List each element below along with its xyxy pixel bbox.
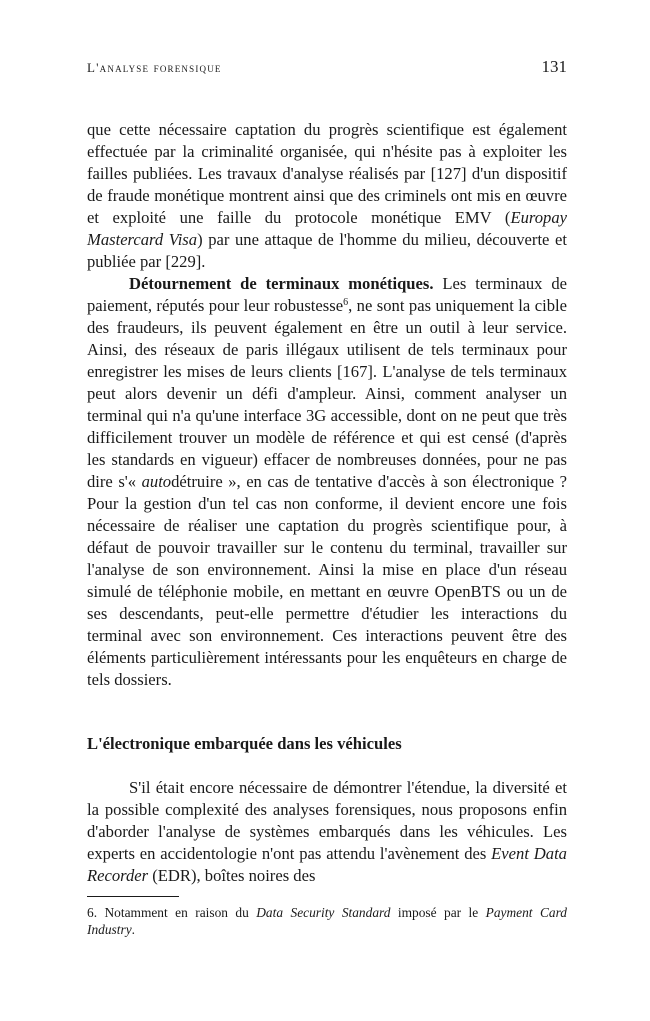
footnote-text-a: Notamment en raison du <box>97 905 257 920</box>
footnote-italic-b: Payment Card Industry <box>87 905 567 937</box>
paragraph-3-italic: Event Data Recorder <box>87 844 567 885</box>
paragraph-2-italic: auto <box>141 472 172 491</box>
paragraph-1-text-a: que cette nécessaire captation du progrès scientifique est également effectuée par la criminalité organisée, qui n'hésite pas à exploiter les failles publiées. Les travaux d'analyse réalisés par [127] d'un dispositif de fraude monétique montrent ainsi que des criminels ont mis en œuvre et exploité une faille du protocole monétique EMV ( <box>87 120 567 227</box>
footnote-rule <box>87 896 179 897</box>
paragraph-3-text-a: S'il était encore nécessaire de démontrer l'étendue, la diversité et la possible complexité des analyses forensiques, nous proposons enfin d'aborder l'analyse de systèmes embarqués dans les véhicules. Les experts en accidentologie n'ont pas attendu l'avènement des <box>87 778 567 863</box>
footnote <box>87 904 567 938</box>
paragraph-3 <box>87 777 567 887</box>
paragraph-3-text-b: (EDR), boîtes noires des <box>148 866 316 885</box>
paragraph-2-text-a: Les terminaux de paiement, réputés pour leur robustesse <box>87 274 568 315</box>
footnote-reference[interactable]: 6 <box>343 297 349 308</box>
paragraph-2-text-c: détruire », en cas de tentative d'accès à son électronique ? Pour la gestion d'un tel cas non conforme, il devient encore une fois nécessaire de réaliser une captation du progrès scientifique pour, à défaut de pouvoir travailler sur le contenu du terminal, travailler sur l'analyse de son environnement. Ainsi la mise en place d'un réseau simulé de téléphonie mobile, en mettant en œuvre OpenBTS ou un de ses descendants, peut-elle permettre d'étudier les interactions du terminal avec son environnement. Ces interactions peuvent être des éléments particulièrement intéressants pour les enquêteurs en charge de tels dossiers. <box>87 472 567 689</box>
page-number: 131 <box>541 57 567 76</box>
footnote-italic-a: Data Security Standard <box>256 905 391 920</box>
section-heading: L'électronique embarquée dans les véhicules <box>87 734 402 753</box>
paragraph-1 <box>87 119 567 273</box>
running-head <box>87 57 567 80</box>
footnote-text-c: . <box>131 922 135 937</box>
paragraph-2-run-in-heading: Détournement de terminaux monétiques. <box>129 274 434 293</box>
paragraph-2 <box>87 273 567 691</box>
paragraph-2-text-b: , ne sont pas uniquement la cible des fraudeurs, ils peuvent également en être un outil à leur service. Ainsi, des réseaux de paris illégaux utilisent de tels terminaux pour enregistrer les mises de leurs clients [167]. L'analyse de tels terminaux peut alors devenir un défi d'ampleur. Ainsi, comment analyser un terminal qui n'a qu'une interface 3G accessible, dont on ne peut que très difficilement trouver un modèle de référence et qui est censé (d'après les standards en vigueur) effacer de nombreuses données, pour ne pas dire s'« <box>87 296 567 491</box>
paragraph-1-italic: Europay Mastercard Visa <box>87 208 567 249</box>
footnote-number: 6. <box>87 905 98 920</box>
running-title: L'analyse forensique <box>87 60 222 75</box>
paragraph-1-text-b: ) par une attaque de l'homme du milieu, découverte et publiée par [229]. <box>87 230 567 271</box>
body-text <box>87 119 567 887</box>
footnote-text-b: imposé par le <box>390 905 486 920</box>
